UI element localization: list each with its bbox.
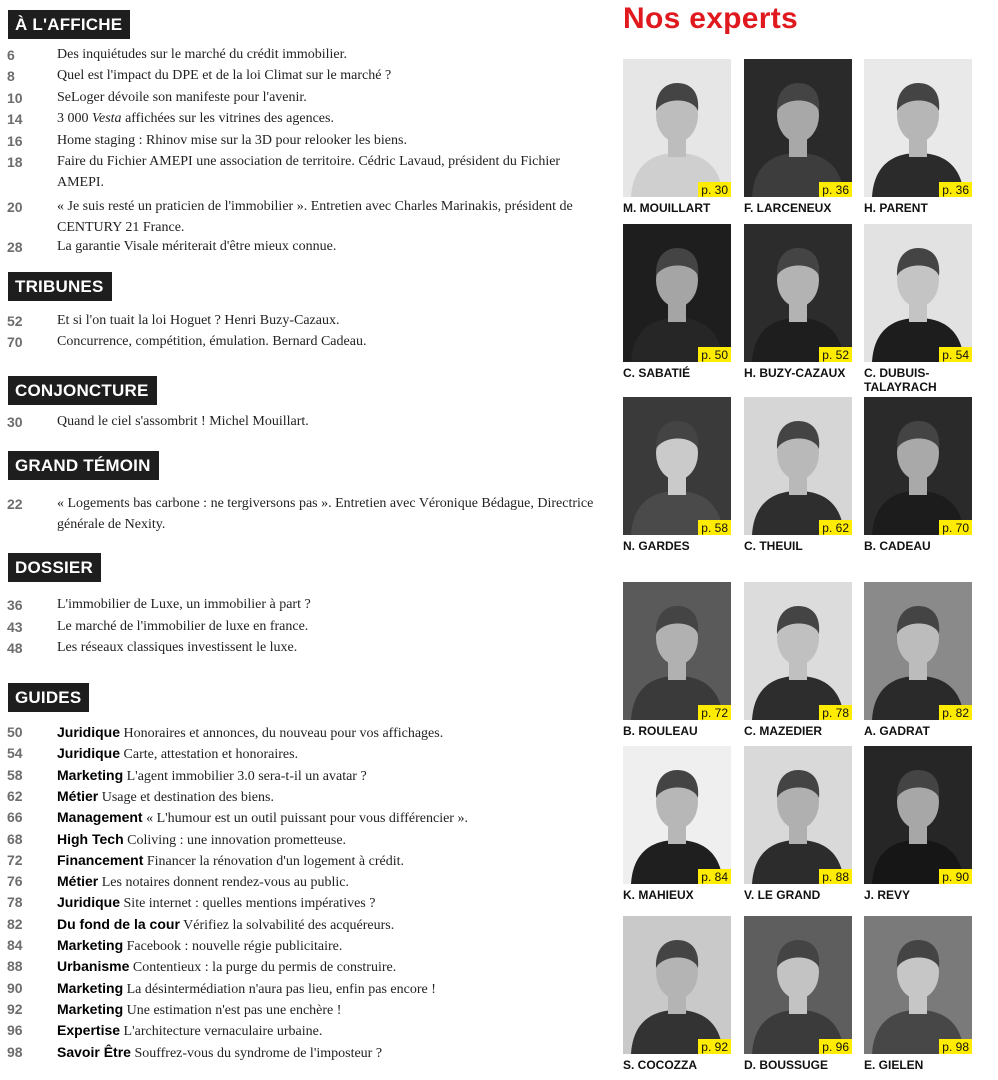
page-number: 78 (7, 894, 23, 911)
portrait-silhouette (623, 746, 731, 884)
entry-text: Faire du Fichier AMEPI une association de territoire. Cédric Lavaud, président du Fichier AMEPI. (57, 154, 561, 190)
page-number: 62 (7, 787, 23, 804)
expert-page-tag: p. 54 (939, 347, 972, 362)
expert-name (864, 201, 994, 215)
guide-entry (57, 956, 396, 978)
guide-text: Coliving : une innovation prometteuse. (123, 832, 347, 848)
expert-photo (864, 59, 972, 197)
page-number: 8 (7, 68, 15, 84)
entry-text: Concurrence, compétition, émulation. Bernard Cadeau. (57, 334, 367, 349)
expert-photo (744, 397, 852, 535)
page-number: 48 (7, 640, 23, 656)
guide-category: Financement (57, 851, 144, 868)
guide-category: Marketing (57, 1000, 124, 1017)
expert-name (864, 1058, 994, 1072)
entry-text: Quel est l'impact du DPE et de la loi Climat sur le marché ? (57, 68, 392, 83)
section-heading-guides: GUIDES (8, 683, 89, 712)
expert-name-line: H. BUZY-CAZAUX (744, 366, 846, 380)
page-number: 52 (7, 313, 23, 329)
guide-entry (57, 914, 394, 936)
portrait-silhouette (744, 746, 852, 884)
page-number: 6 (7, 47, 15, 63)
guide-category: Marketing (57, 979, 124, 996)
page-number: 72 (7, 851, 23, 868)
expert-name-line: M. MOUILLART (623, 201, 711, 215)
expert-name (744, 201, 874, 215)
guide-text: Financer la rénovation d'un logement à crédit. (143, 853, 405, 869)
guide-category: Marketing (57, 766, 124, 783)
page-number: 50 (7, 724, 23, 740)
guide-category: Juridique (57, 724, 121, 740)
portrait-silhouette (623, 59, 731, 197)
guide-category: Savoir Être (57, 1043, 131, 1060)
expert-page-tag: p. 36 (819, 182, 852, 197)
entry-text: Le marché de l'immobilier de luxe en france. (57, 619, 309, 634)
expert-name-line: A. GADRAT (864, 724, 930, 738)
expert-photo (744, 746, 852, 884)
guide-category: Métier (57, 873, 99, 890)
experts-title: Nos experts (623, 2, 799, 35)
portrait-silhouette (864, 746, 972, 884)
expert-name (744, 366, 874, 380)
expert-name (864, 724, 994, 738)
page-number: 54 (7, 745, 23, 762)
guide-text: Honoraires et annonces, du nouveau pour vos affichages. (120, 726, 444, 741)
portrait-silhouette (623, 582, 731, 720)
page-number: 22 (7, 496, 23, 512)
entry-text: Home staging : Rhinov mise sur la 3D pour relooker les biens. (57, 133, 407, 148)
portrait-silhouette (744, 224, 852, 362)
guide-entry (57, 743, 298, 765)
expert-name-line: V. LE GRAND (744, 888, 821, 902)
expert-page-tag: p. 72 (698, 705, 731, 720)
expert-photo (864, 397, 972, 535)
entry-text: Des inquiétudes sur le marché du crédit immobilier. (57, 47, 348, 62)
expert-photo (623, 746, 731, 884)
guide-entry (57, 829, 346, 851)
expert-photo (864, 224, 972, 362)
guide-text: La désintermédiation n'aura pas lieu, enfin pas encore ! (123, 981, 436, 997)
expert-photo (744, 916, 852, 1054)
page-number: 14 (7, 111, 23, 127)
guide-entry (57, 1020, 322, 1042)
guide-category: Marketing (57, 937, 124, 953)
expert-page-tag: p. 36 (939, 182, 972, 197)
page-number: 76 (7, 873, 23, 890)
portrait-silhouette (864, 59, 972, 197)
guide-category: High Tech (57, 830, 124, 847)
guide-category: Management (57, 809, 143, 826)
expert-name (744, 888, 874, 902)
portrait-silhouette (744, 582, 852, 720)
portrait-silhouette (623, 224, 731, 362)
portrait-silhouette (864, 582, 972, 720)
portrait-silhouette (864, 397, 972, 535)
expert-name-line: S. COCOZZA (623, 1058, 697, 1072)
expert-photo (623, 397, 731, 535)
expert-name-line: TALAYRACH (864, 380, 937, 394)
expert-page-tag: p. 70 (939, 520, 972, 535)
entry-text-part: affichées sur les vitrines des agences. (121, 111, 334, 126)
page-number: 10 (7, 90, 23, 106)
section-heading-affiche: À L'AFFICHE (8, 10, 130, 39)
expert-name (864, 539, 994, 553)
guide-entry (57, 1042, 382, 1064)
guide-text: Vérifiez la solvabilité des acquéreurs. (179, 917, 395, 933)
guide-category: Juridique (57, 894, 121, 911)
expert-name (623, 724, 753, 738)
guide-entry (57, 978, 436, 1000)
expert-page-tag: p. 52 (819, 347, 852, 362)
section-heading-dossier: DOSSIER (8, 553, 101, 582)
expert-name (623, 201, 753, 215)
portrait-silhouette (744, 59, 852, 197)
expert-name-line: C. DUBUIS- (864, 366, 930, 380)
page-number: 70 (7, 334, 23, 350)
guide-entry (57, 722, 443, 744)
section-heading-grand-temoin: GRAND TÉMOIN (8, 451, 159, 480)
guide-entry (57, 871, 349, 893)
expert-name-line: C. MAZEDIER (744, 724, 822, 738)
guide-text: L'agent immobilier 3.0 sera-t-il un avatar ? (123, 768, 367, 784)
expert-name-line: N. GARDES (623, 539, 690, 553)
guide-entry (57, 765, 367, 787)
guide-text: L'architecture vernaculaire urbaine. (120, 1024, 323, 1040)
guide-text: Souffrez-vous du syndrome de l'imposteur ? (130, 1045, 383, 1061)
expert-name-line: B. CADEAU (864, 539, 931, 553)
page-number: 90 (7, 979, 23, 996)
entry-text-italic: Vesta (92, 111, 122, 126)
expert-page-tag: p. 96 (819, 1039, 852, 1054)
guide-category: Urbanisme (57, 958, 130, 975)
guide-entry (57, 935, 342, 957)
expert-photo (623, 582, 731, 720)
page-number: 84 (7, 937, 23, 953)
expert-photo (864, 916, 972, 1054)
expert-name-line: H. PARENT (864, 201, 928, 215)
expert-page-tag: p. 58 (698, 520, 731, 535)
expert-page-tag: p. 92 (698, 1039, 731, 1054)
expert-name (744, 1058, 874, 1072)
expert-name (744, 539, 874, 553)
entry-text: « Logements bas carbone : ne tergiversons pas ». Entretien avec Véronique Bédague, Directrice générale de Nexity. (57, 496, 594, 532)
expert-page-tag: p. 62 (819, 520, 852, 535)
expert-name-line: C. THEUIL (744, 539, 803, 553)
expert-page-tag: p. 98 (939, 1039, 972, 1054)
guide-entry (57, 999, 341, 1021)
page-number: 20 (7, 199, 23, 215)
page-number: 36 (7, 597, 23, 613)
page-number: 96 (7, 1022, 23, 1039)
expert-name-line: C. SABATIÉ (623, 366, 691, 380)
expert-page-tag: p. 88 (819, 869, 852, 884)
expert-name-line: D. BOUSSUGE (744, 1058, 829, 1072)
expert-name-line: K. MAHIEUX (623, 888, 694, 902)
portrait-silhouette (744, 397, 852, 535)
experts-panel (610, 0, 998, 1080)
guide-text: « L'humour est un outil puissant pour vous différencier ». (142, 811, 468, 827)
guide-entry (57, 786, 274, 808)
entry-text-part: 3 000 (57, 111, 92, 126)
expert-name (864, 888, 994, 902)
expert-name-line: E. GIELEN (864, 1058, 924, 1072)
page-number: 92 (7, 1000, 23, 1017)
portrait-silhouette (864, 224, 972, 362)
expert-page-tag: p. 82 (939, 705, 972, 720)
section-heading-tribunes: TRIBUNES (8, 272, 112, 301)
portrait-silhouette (623, 397, 731, 535)
guide-entry (57, 892, 375, 914)
page-number: 43 (7, 619, 23, 635)
expert-photo (744, 59, 852, 197)
expert-name (623, 1058, 753, 1072)
guide-category: Métier (57, 787, 99, 804)
page-number: 88 (7, 958, 23, 975)
portrait-silhouette (623, 916, 731, 1054)
entry-text (57, 109, 597, 130)
expert-name-line: F. LARCENEUX (744, 201, 832, 215)
expert-name (864, 366, 994, 394)
guide-text: Facebook : nouvelle régie publicitaire. (123, 939, 343, 954)
page-number: 82 (7, 915, 23, 932)
page-number: 68 (7, 830, 23, 847)
expert-photo (864, 746, 972, 884)
page-number: 58 (7, 766, 23, 783)
expert-name (744, 724, 874, 738)
expert-photo (623, 916, 731, 1054)
guide-text: Une estimation n'est pas une enchère ! (123, 1002, 342, 1018)
expert-page-tag: p. 84 (698, 869, 731, 884)
guide-text: Contentieux : la purge du permis de construire. (129, 960, 397, 976)
expert-name (623, 888, 753, 902)
guide-category: Juridique (57, 745, 121, 762)
guide-entry (57, 850, 404, 872)
expert-name (623, 539, 753, 553)
guide-text: Carte, attestation et honoraires. (120, 747, 299, 763)
guide-text: Les notaires donnent rendez-vous au public. (98, 875, 349, 891)
portrait-silhouette (864, 916, 972, 1054)
page-number: 66 (7, 809, 23, 826)
guide-category: Du fond de la cour (57, 915, 180, 932)
section-heading-conjoncture: CONJONCTURE (8, 376, 157, 405)
expert-name (623, 366, 753, 380)
expert-name-line: B. ROULEAU (623, 724, 698, 738)
expert-page-tag: p. 78 (819, 705, 852, 720)
guide-text: Usage et destination des biens. (98, 789, 274, 805)
page-number: 18 (7, 154, 23, 170)
entry-text: L'immobilier de Luxe, un immobilier à part ? (57, 597, 311, 612)
entry-text: Et si l'on tuait la loi Hoguet ? Henri Buzy-Cazaux. (57, 313, 340, 328)
entry-text: Les réseaux classiques investissent le luxe. (57, 640, 298, 655)
expert-photo (864, 582, 972, 720)
guide-category: Expertise (57, 1022, 121, 1039)
expert-page-tag: p. 50 (698, 347, 731, 362)
page-number: 16 (7, 133, 23, 149)
guide-entry (57, 807, 468, 829)
entry-text: La garantie Visale mériterait d'être mieux connue. (57, 239, 337, 254)
entry-text: Quand le ciel s'assombrit ! Michel Mouillart. (57, 414, 309, 429)
expert-photo (744, 224, 852, 362)
expert-photo (623, 224, 731, 362)
page-number: 28 (7, 239, 23, 255)
expert-page-tag: p. 90 (939, 869, 972, 884)
page-number: 30 (7, 414, 23, 430)
guide-text: Site internet : quelles mentions impératives ? (120, 896, 376, 912)
expert-page-tag: p. 30 (698, 182, 731, 197)
entry-text: SeLoger dévoile son manifeste pour l'avenir. (57, 90, 307, 105)
page-number: 98 (7, 1043, 23, 1060)
portrait-silhouette (744, 916, 852, 1054)
entry-text: « Je suis resté un praticien de l'immobilier ». Entretien avec Charles Marinakis, président de CENTURY 21 France. (57, 199, 573, 235)
expert-photo (744, 582, 852, 720)
expert-photo (623, 59, 731, 197)
expert-name-line: J. REVY (864, 888, 911, 902)
